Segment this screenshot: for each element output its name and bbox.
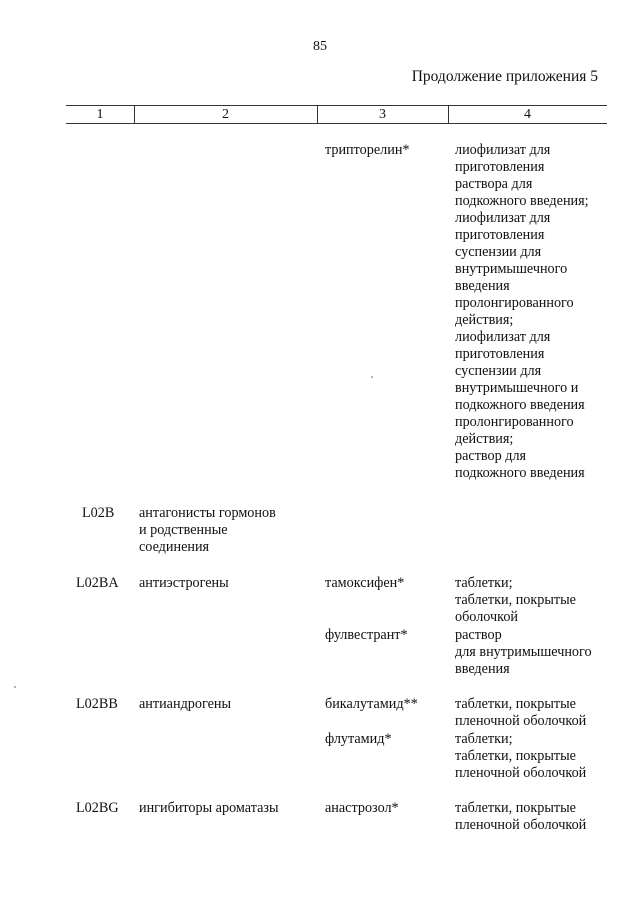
column-number-1: 1	[96, 107, 104, 122]
atc-group-name: антиандрогены	[139, 696, 232, 712]
drug-name: бикалутамид**	[325, 696, 418, 712]
atc-group-name: антагонисты гормонов и родственные соединения	[139, 505, 276, 555]
drug-name: анастрозол*	[325, 800, 399, 816]
column-number-4: 4	[524, 107, 531, 122]
dosage-forms: таблетки; таблетки, покрытые оболочкой	[455, 575, 576, 625]
column-number-2: 2	[222, 107, 229, 122]
continuation-title: Продолжение приложения 5	[411, 68, 598, 85]
column-number-3: 3	[379, 107, 386, 122]
dosage-forms: таблетки, покрытые пленочной оболочкой	[455, 696, 587, 729]
table-header-bottom-border	[66, 123, 607, 124]
atc-code: L02BB	[76, 696, 118, 712]
scan-speck	[14, 686, 16, 688]
scan-speck	[371, 376, 373, 378]
atc-code: L02BG	[76, 800, 119, 816]
atc-code: L02BA	[76, 575, 119, 591]
dosage-forms: раствор для внутримышечного введения	[455, 627, 592, 677]
drug-name: тамоксифен*	[325, 575, 405, 591]
dosage-forms: таблетки, покрытые пленочной оболочкой	[455, 800, 587, 833]
atc-code: L02B	[82, 505, 115, 521]
page-number: 85	[313, 39, 327, 54]
atc-group-name: ингибиторы ароматазы	[139, 800, 279, 816]
atc-group-name: антиэстрогены	[139, 575, 229, 591]
drug-name: флутамид*	[325, 731, 392, 747]
drug-name: трипторелин*	[325, 142, 410, 158]
dosage-forms: таблетки; таблетки, покрытые пленочной оболочкой	[455, 731, 587, 781]
dosage-forms: лиофилизат для приготовления раствора для подкожного введения; лиофилизат для приготовления суспензии для внутримышечного введения пролонгированного действия; лиофилизат для приготовления суспензии для внутримышечного и подкожного введения пролонгированного действия; раствор для подкожного введения	[455, 142, 589, 481]
drug-name: фулвестрант*	[325, 627, 408, 643]
